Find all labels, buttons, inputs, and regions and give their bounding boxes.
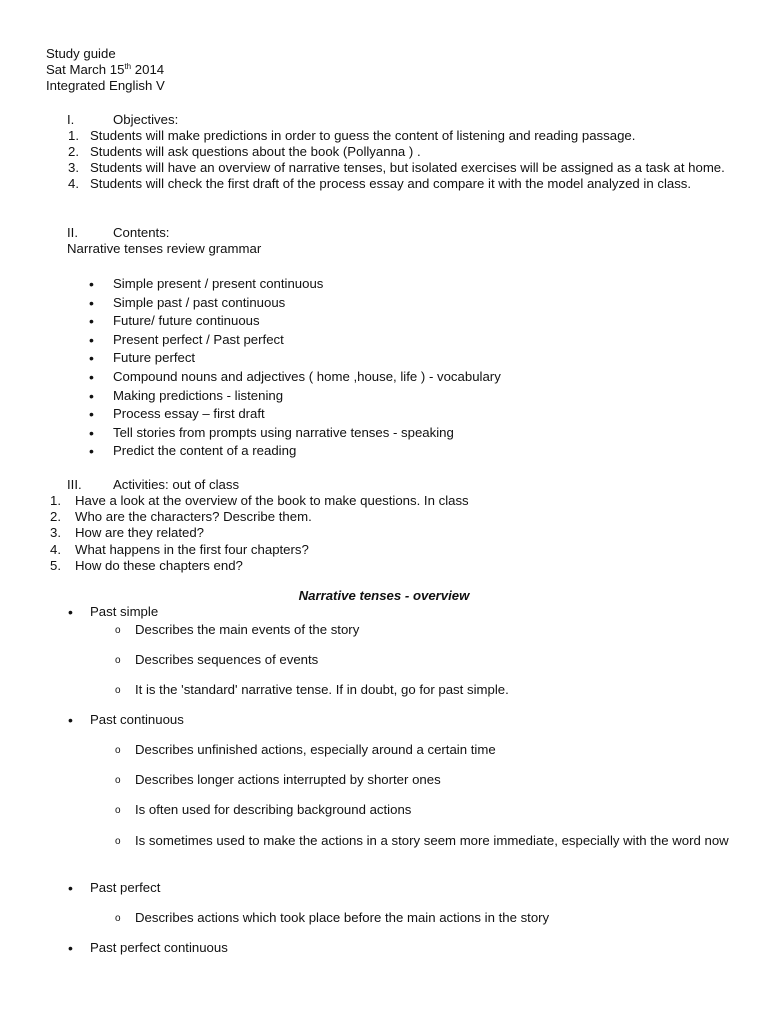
section-title: Activities: out of class — [113, 477, 240, 492]
list-item: 3. How are they related? — [50, 525, 205, 541]
tense-past-perfect-continuous: • Past perfect continuous — [68, 940, 228, 956]
tense-past-simple: • Past simple — [68, 604, 158, 620]
list-item: o Describes longer actions interrupted by shorter ones — [115, 772, 741, 788]
activities-list — [50, 493, 469, 574]
objectives-list — [68, 128, 728, 192]
list-item: o Describes the main events of the story — [115, 622, 741, 638]
list-item: • Simple present / present continuous — [89, 276, 501, 295]
overview-title: Narrative tenses - overview — [298, 588, 470, 603]
list-item: o Is often used for describing background actions — [115, 802, 741, 818]
header-date: Sat March 15th 2014 — [46, 62, 165, 77]
contents-subtitle: Narrative tenses review grammar — [67, 241, 262, 256]
header-course: Integrated English V — [46, 78, 165, 93]
list-item: • Future perfect — [89, 350, 501, 369]
list-item: • Compound nouns and adjectives ( home ,house, life ) - vocabulary — [89, 369, 501, 388]
list-item: o Describes sequences of events — [115, 652, 741, 668]
list-item: o It is the 'standard' narrative tense. If in doubt, go for past simple. — [115, 682, 741, 698]
list-item: • Making predictions - listening — [89, 388, 501, 407]
list-item: 3. Students will have an overview of narrative tenses, but isolated exercises will be assigned as a task at home. — [68, 160, 725, 175]
tense-past-perfect: • Past perfect — [68, 880, 160, 896]
contents-list — [89, 276, 501, 462]
list-item: • Predict the content of a reading — [89, 443, 501, 462]
list-item: 4. Students will check the first draft of the process essay and compare it with the model analyzed in class. — [68, 176, 692, 191]
list-item: o Describes actions which took place before the main actions in the story — [115, 910, 741, 926]
list-item: • Future/ future continuous — [89, 313, 501, 332]
section-number: I. — [67, 112, 75, 127]
list-item: • Present perfect / Past perfect — [89, 332, 501, 351]
document-header — [46, 46, 165, 94]
section-number: II. — [67, 225, 78, 240]
list-item: 1. Students will make predictions in order to guess the content of listening and reading passage. — [68, 128, 636, 143]
section-contents-heading — [67, 225, 169, 241]
section-objectives-heading — [67, 112, 178, 128]
list-item: • Simple past / past continuous — [89, 295, 501, 314]
list-item: o Describes unfinished actions, especially around a certain time — [115, 742, 741, 758]
list-item: 4. What happens in the first four chapters? — [50, 541, 309, 557]
list-item: 5. How do these chapters end? — [50, 557, 243, 573]
header-title: Study guide — [46, 46, 116, 61]
list-item: • Tell stories from prompts using narrative tenses - speaking — [89, 425, 501, 444]
section-activities-heading — [67, 477, 239, 493]
section-number: III. — [67, 477, 82, 492]
tense-past-continuous: • Past continuous — [68, 712, 184, 728]
list-item: 1. Have a look at the overview of the book to make questions. In class — [50, 493, 469, 508]
list-item: 2. Students will ask questions about the book (Pollyanna ) . — [68, 144, 421, 159]
list-item: 2. Who are the characters? Describe them. — [50, 509, 312, 525]
list-item: • Process essay – first draft — [89, 406, 501, 425]
section-title: Contents: — [113, 225, 170, 240]
list-item: o Is sometimes used to make the actions in a story seem more immediate, especially with the word now — [115, 833, 741, 849]
section-title: Objectives: — [113, 112, 179, 127]
